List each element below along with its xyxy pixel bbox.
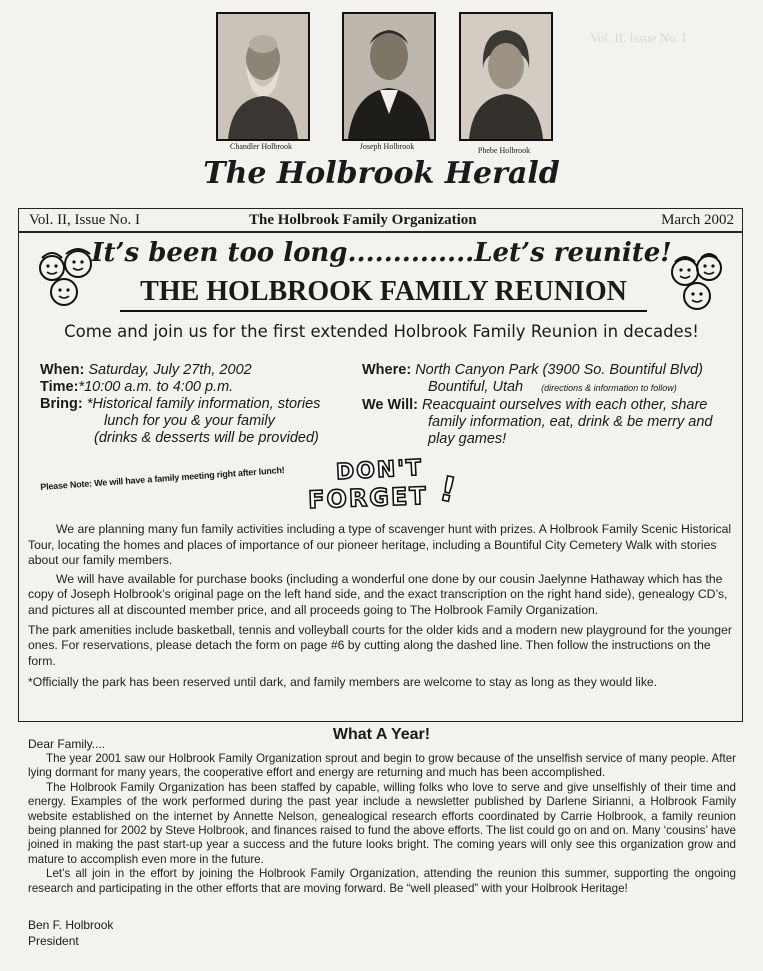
- event-details-right: [362, 362, 712, 448]
- reunion-headline: It’s been too long..............Let’s reunite!: [91, 238, 672, 268]
- where-note: (directions & information to follow): [541, 383, 677, 393]
- paragraph: *Officially the park has been reserved until dark, and family members are welcome to stay as long as they would like.: [28, 675, 658, 690]
- issue-volume: Vol. II, Issue No. I: [29, 212, 140, 228]
- paragraph: We will have available for purchase books (including a wonderful one done by our cousin Jaelynne Hathaway which has the copy of Joseph Holbrook’s original page on the left hand side, and the exact transcription on the right hand side), genealogy CD’s, and pictures all at discounted member price, and all proceeds going to The Holbrook Family Organization.: [28, 571, 728, 617]
- we-will-label: We Will:: [362, 397, 418, 413]
- we-will-line-1: Reacquaint ourselves with each other, share: [422, 397, 708, 413]
- time-value: *10:00 a.m. to 4:00 p.m.: [78, 379, 234, 395]
- issue-organization: The Holbrook Family Organization: [249, 212, 477, 228]
- president-letter: [28, 752, 736, 896]
- paragraph: The year 2001 saw our Holbrook Family Organization sprout and begin to grow because of the unselfish service of many people. After lying dormant for many years, the cooperative effort and energy are returning and much has been accomplished.: [28, 752, 736, 780]
- paragraph: Let’s all join in the effort by joining the Holbrook Family Organization, attending the reunion this summer, supporting the ongoing research and participating in the other efforts that are moving forward. Be “well pleased” with your Holbrook Heritage!: [28, 867, 736, 895]
- portrait-caption: Joseph Holbrook: [359, 142, 415, 151]
- where-label: Where:: [362, 362, 412, 378]
- bring-line-3: (drinks & desserts will be provided): [94, 430, 319, 446]
- paragraph: The Holbrook Family Organization has been staffed by capable, willing folks who love to serve and give unselfishly of their time and energy. Examples of the work performed during the past year include a newsletter published by Darlene Sirianni, a Holbrook Family website established on the internet by Annette Nelson, genealogical research efforts coordinated by Carrie Holbrook, a family reunion being planned for 2002 by Steve Holbrook, and finances raised to fund the above efforts. The list could go on and on. Many ‘cousins’ have joined in making the past start-up year a success and the future looks bright. The coming years will only see this organization grow and mature to accomplish even more in the future.: [28, 780, 736, 866]
- bring-label: Bring:: [40, 396, 83, 412]
- dont-forget-graphic: [307, 455, 468, 522]
- issue-date: March 2002: [661, 212, 734, 228]
- dont-forget-mark: !: [436, 468, 460, 512]
- portrait-joseph-holbrook: [342, 12, 436, 141]
- man-in-suit-photo-icon: [344, 14, 434, 139]
- portrait-caption: Chandler Holbrook: [230, 142, 292, 151]
- bearded-man-photo-icon: [218, 14, 308, 139]
- signature-title: President: [28, 934, 79, 948]
- where-line-1: North Canyon Park (3900 So. Bountiful Blvd): [415, 362, 703, 378]
- we-will-line-3: play games!: [428, 431, 507, 447]
- woman-photo-icon: [461, 14, 551, 139]
- issue-bar: [18, 208, 743, 232]
- paragraph: The park amenities include basketball, tennis and volleyball courts for the older kids and a modern new playground for the younger ones. For reservations, please detach the form on page #6 by cutting along the dashed line. Then follow the instructions on the form.: [28, 622, 732, 668]
- we-will-line-2: family information, eat, drink & be merry and: [428, 414, 713, 430]
- paragraph: We are planning many fun family activities including a type of scavenger hunt with prizes. A Holbrook Family Scenic Historical Tour, locating the homes and places of importance of our pioneer heritage, including a Bountiful City Cemetery Walk with stories about our family members.: [28, 522, 732, 568]
- event-details-left: [40, 362, 320, 447]
- when-label: When:: [40, 362, 85, 378]
- reunion-title: THE HOLBROOK FAMILY REUNION: [120, 276, 647, 312]
- time-label: Time:: [40, 379, 79, 395]
- dont-forget-line-2: FORGET: [307, 481, 429, 515]
- portrait-chandler-holbrook: [216, 12, 310, 141]
- reunion-body-text: [28, 522, 738, 694]
- bring-line-1: *Historical family information, stories: [86, 396, 321, 412]
- portrait-phebe-holbrook: [459, 12, 553, 141]
- dont-forget-line-1: DON'T: [335, 455, 424, 486]
- what-a-year-title: What A Year!: [332, 726, 431, 743]
- newsletter-masthead: The Holbrook Herald: [203, 156, 560, 191]
- please-note: Please Note: We will have a family meeting right after lunch!: [40, 464, 285, 492]
- invite-line: Come and join us for the first extended Holbrook Family Reunion in decades!: [64, 322, 699, 341]
- bleed-through-text: Vol. II, Issue No. I: [590, 30, 687, 45]
- salutation: Dear Family....: [28, 737, 106, 751]
- signature-name: Ben F. Holbrook: [28, 918, 114, 932]
- where-line-2: Bountiful, Utah: [428, 379, 524, 395]
- bring-line-2: lunch for you & your family: [104, 413, 275, 429]
- when-value: Saturday, July 27th, 2002: [88, 362, 252, 378]
- portrait-caption: Phebe Holbrook: [477, 146, 531, 155]
